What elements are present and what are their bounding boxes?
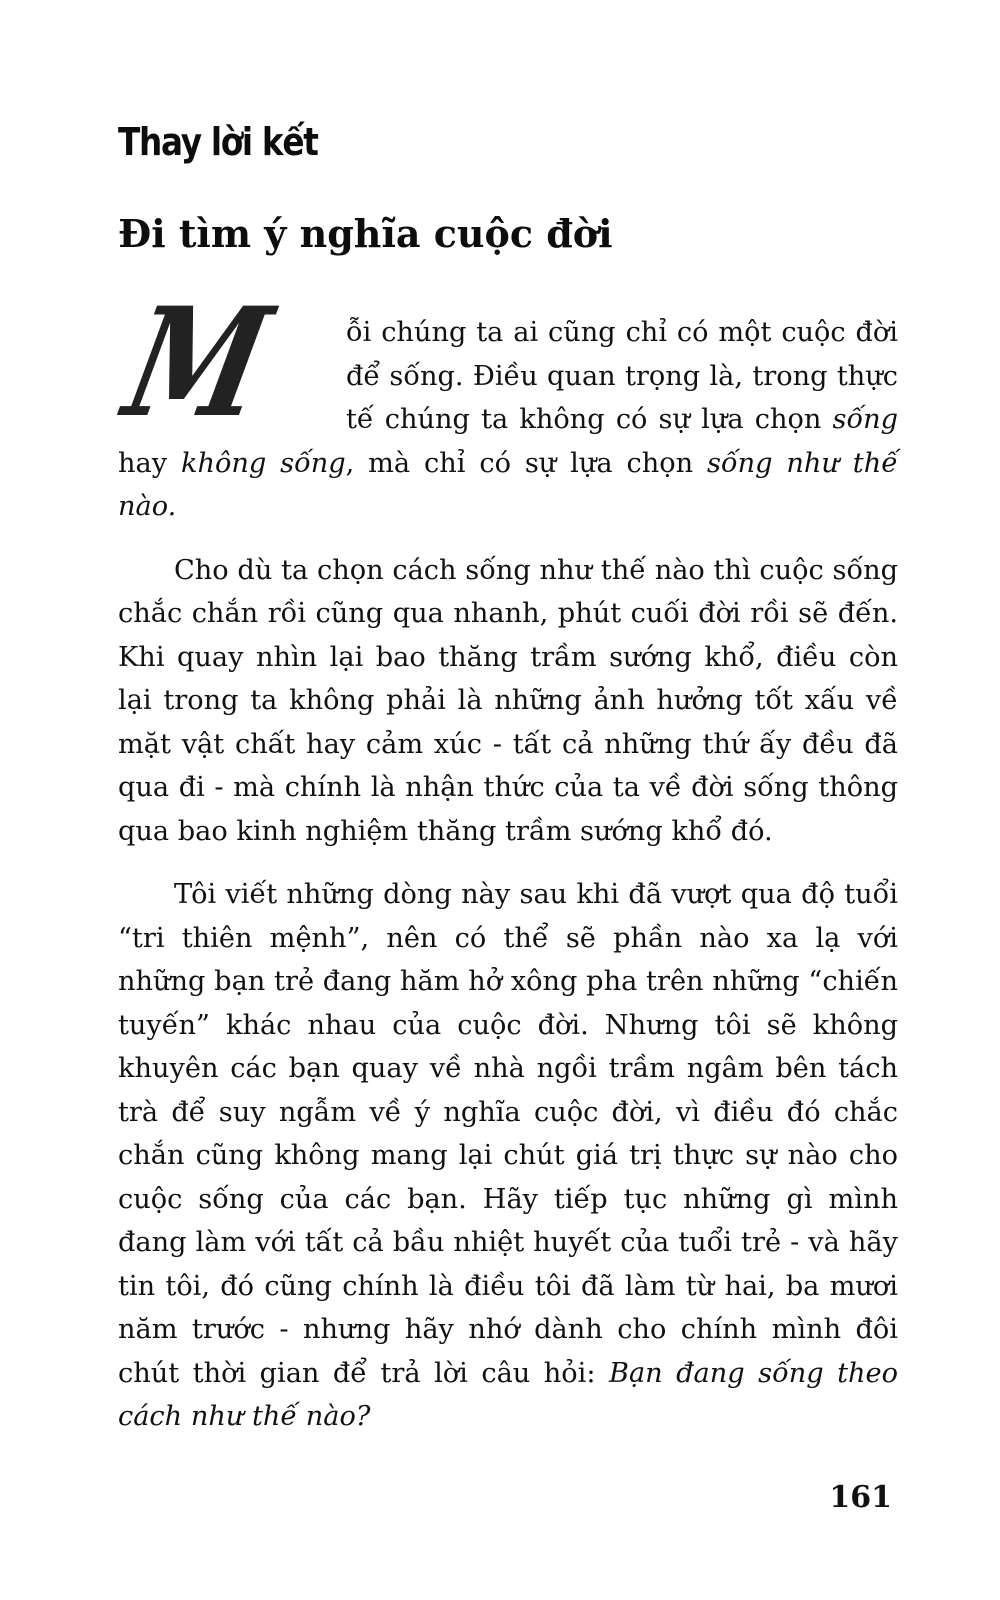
page-number: 161 <box>829 1480 892 1515</box>
paragraph-3-emphasis-a: Bạn đang sống theo cách như thế nào? <box>118 1357 899 1433</box>
paragraph-1-text-a: ỗi chúng ta ai cũng chỉ có một cuộc đời để sống. Điều quan trọng là, trong thực tế chúng ta không có sự lựa chọn <box>346 317 898 436</box>
paragraph-3 <box>118 873 898 1439</box>
drop-cap: M <box>112 275 278 452</box>
paragraph-1-emphasis-a: sống <box>832 404 898 436</box>
body-text <box>112 275 899 1439</box>
paragraph-1-text-b: hay <box>118 447 181 479</box>
paragraph-2: Cho dù ta chọn cách sống như thế nào thì cuộc sống chắc chắn rồi cũng qua nhanh, phút cuối đời rồi sẽ đến. Khi quay nhìn lại bao thăng trầm sướng khổ, điều còn lại trong ta không phải là những ảnh hưởng tốt xấu về mặt vật chất hay cảm xúc - tất cả những thứ ấy đều đã qua đi - mà chính là nhận thức của ta về đời sống thông qua bao kinh nghiệm thăng trầm sướng khổ đó. <box>118 554 898 847</box>
book-page <box>112 120 899 1459</box>
section-label: Thay lời kết <box>118 120 318 164</box>
paragraph-1-emphasis-b: không sống <box>180 447 346 479</box>
paragraph-3-text-a: Tôi viết những dòng này sau khi đã vượt qua độ tuổi “tri thiên mệnh”, nên có thể sẽ phần nào xa lạ với những bạn trẻ đang hăm hở xông pha trên những “chiến tuyến” khác nhau của cuộc đời. Nhưng tôi sẽ không khuyên các bạn quay về nhà ngồi trầm ngâm bên tách trà để suy ngẫm về ý nghĩa cuộc đời, vì điều đó chắc chắn cũng không mang lại chút giá trị thực sự nào cho cuộc sống của các bạn. Hãy tiếp tục những gì mình đang làm với tất cả bầu nhiệt huyết của tuổi trẻ - và hãy tin tôi, đó cũng chính là điều tôi đã làm từ hai, ba mươi năm trước - nhưng hãy nhớ dành cho chính mình đôi chút thời gian để trả lời câu hỏi: <box>118 879 898 1389</box>
paragraph-1-emphasis-c: sống như thế nào. <box>118 447 898 523</box>
chapter-title: Đi tìm ý nghĩa cuộc đời <box>118 210 613 256</box>
paragraph-1-text-c: , mà chỉ có sự lựa chọn <box>345 447 707 479</box>
paragraph-1 <box>112 275 898 529</box>
